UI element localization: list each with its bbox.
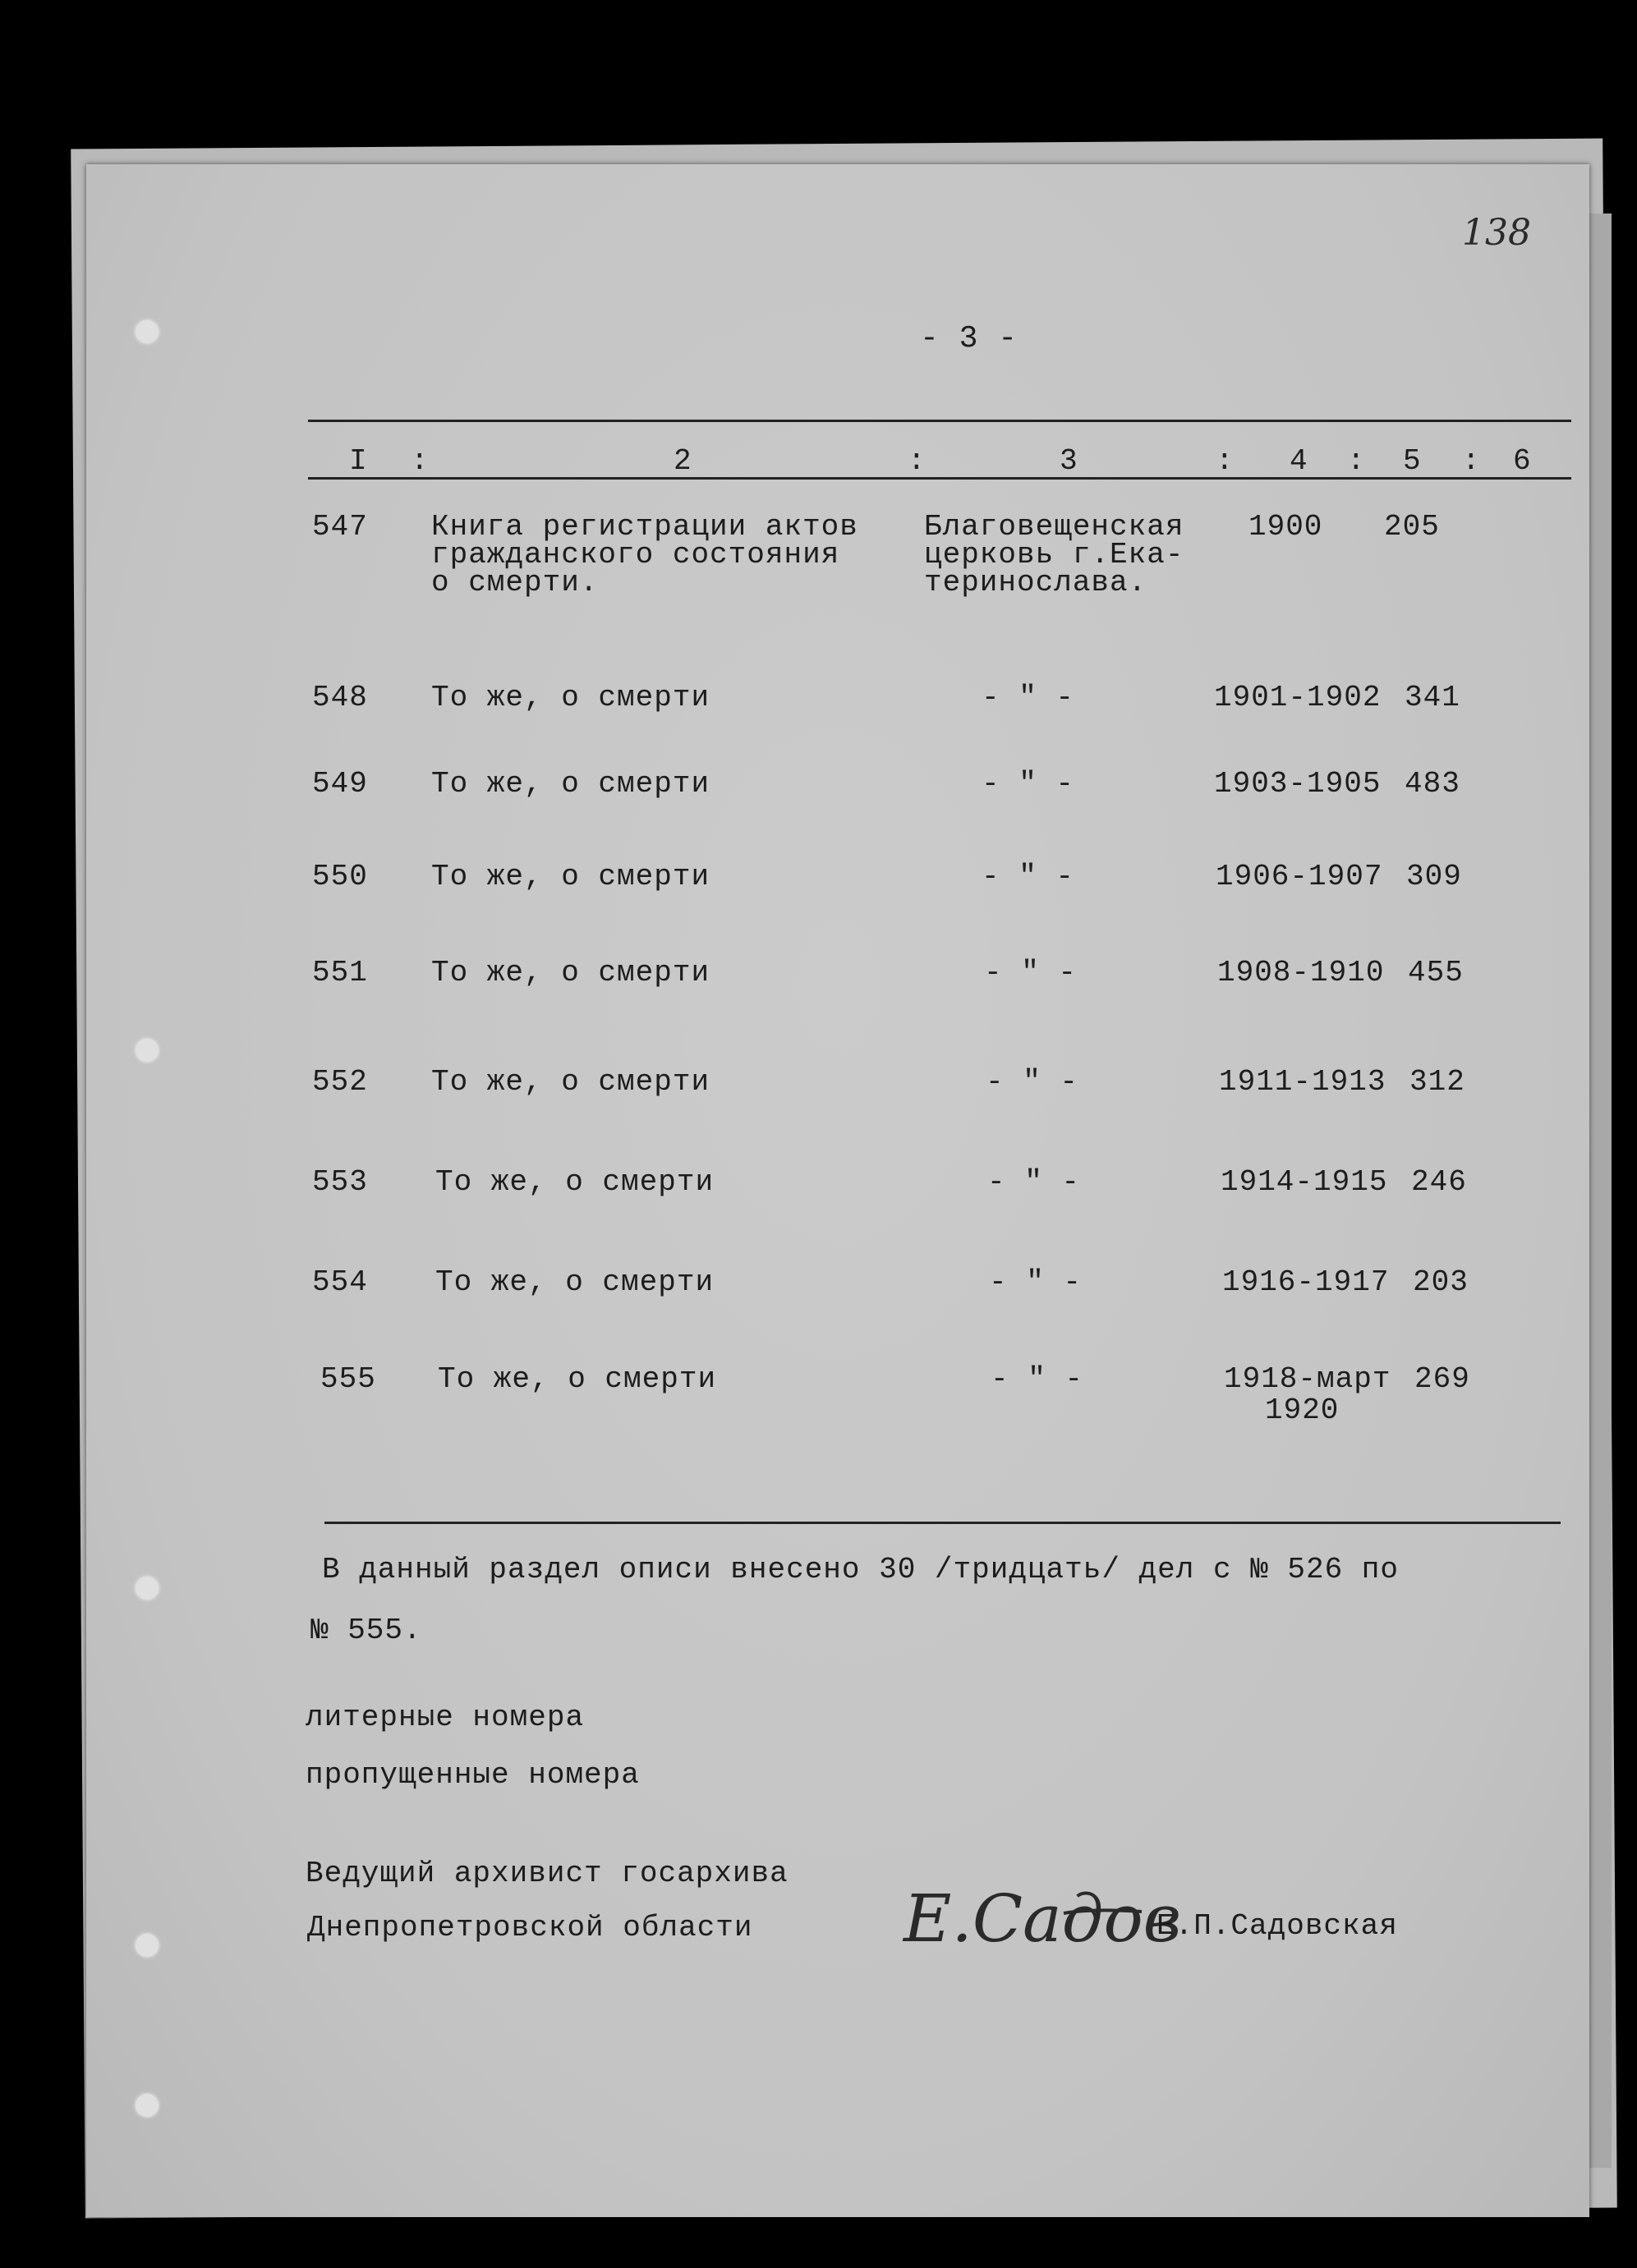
- entry-number: 555: [320, 1362, 376, 1396]
- entry-dates: 1908-1910: [1217, 956, 1385, 989]
- punch-hole: [136, 1039, 159, 1062]
- entry-source: - " -: [984, 956, 1078, 989]
- entry-dates: 1900: [1248, 510, 1323, 544]
- entry-count: 246: [1411, 1165, 1467, 1199]
- entry-dates-line: 1918-март: [1224, 1362, 1391, 1396]
- column-separator: :: [411, 444, 430, 478]
- column-header-4: 4: [1290, 444, 1308, 478]
- entry-title-line: Книга регистрации актов: [431, 510, 858, 544]
- entry-count: 203: [1413, 1265, 1469, 1299]
- entry-title-line: о смерти.: [431, 566, 599, 599]
- punch-hole: [136, 1934, 159, 1957]
- header-rule-bottom: [308, 477, 1571, 480]
- entry-number: 551: [312, 956, 368, 989]
- entry-title: То же, о смерти: [431, 860, 710, 893]
- column-separator: :: [1462, 444, 1481, 478]
- punch-hole: [136, 1577, 159, 1600]
- entry-source-line: теринослава.: [924, 566, 1147, 599]
- summary-line-1: В данный раздел описи внесено 30 /тридцать/ дел с № 526 по: [322, 1553, 1400, 1586]
- entry-source: - " -: [982, 860, 1075, 893]
- entry-dates: 1901-1902: [1214, 681, 1382, 714]
- signatory-name: Е.П.Садовская: [1156, 1909, 1398, 1943]
- punch-hole: [136, 320, 159, 343]
- entry-dates: 1903-1905: [1214, 767, 1382, 801]
- literal-numbers-label: литерные номера: [306, 1701, 585, 1734]
- entry-title: То же, о смерти: [435, 1265, 715, 1299]
- entry-source: - " -: [982, 767, 1075, 801]
- entry-source-line: церковь г.Ека-: [924, 538, 1184, 572]
- table-end-rule: [324, 1522, 1561, 1524]
- entry-number: 549: [312, 767, 368, 801]
- entry-title: То же, о смерти: [431, 767, 710, 801]
- entry-dates-line: 1920: [1265, 1393, 1340, 1427]
- column-header-1: I: [349, 444, 368, 478]
- entry-title: То же, о смерти: [435, 1165, 715, 1199]
- entry-number: 554: [312, 1265, 368, 1299]
- page-number: - 3 -: [920, 321, 1019, 356]
- entry-title: То же, о смерти: [431, 1065, 710, 1099]
- column-separator: :: [908, 444, 927, 478]
- signature: Е.Садов: [904, 1880, 1182, 1957]
- column-header-2: 2: [674, 444, 692, 478]
- entry-title: То же, о смерти: [431, 956, 710, 989]
- entry-dates: 1914-1915: [1221, 1165, 1388, 1199]
- column-header-5: 5: [1403, 444, 1422, 478]
- entry-number: 552: [312, 1065, 368, 1099]
- entry-source: - " -: [989, 1265, 1083, 1299]
- entry-number: 550: [312, 860, 368, 893]
- entry-source-line: Благовещенская: [924, 510, 1184, 544]
- position-line-2: Днепропетровской области: [307, 1911, 753, 1944]
- entry-count: 341: [1405, 681, 1460, 714]
- entry-number: 553: [312, 1165, 368, 1199]
- entry-title: То же, о смерти: [438, 1362, 717, 1396]
- entry-dates: 1916-1917: [1222, 1265, 1390, 1299]
- entry-count: 455: [1408, 956, 1464, 989]
- entry-title-line: гражданского состояния: [431, 538, 840, 572]
- entry-source: - " -: [982, 681, 1075, 714]
- header-rule-top: [308, 420, 1571, 422]
- column-header-3: 3: [1060, 444, 1078, 478]
- folio-number: 138: [1462, 212, 1531, 254]
- entry-number: 547: [312, 510, 368, 544]
- entry-count: 309: [1406, 860, 1462, 893]
- entry-count: 205: [1384, 510, 1440, 544]
- skipped-numbers-label: пропущенные номера: [306, 1758, 640, 1792]
- column-separator: :: [1347, 444, 1366, 478]
- entry-count: 483: [1405, 767, 1460, 801]
- entry-source: - " -: [987, 1165, 1081, 1199]
- column-separator: :: [1216, 444, 1235, 478]
- position-line-1: Ведущий архивист госархива: [306, 1857, 789, 1890]
- entry-dates: 1906-1907: [1216, 860, 1383, 893]
- summary-line-2: № 555.: [310, 1614, 422, 1647]
- entry-title: То же, о смерти: [431, 681, 710, 714]
- column-header-6: 6: [1513, 444, 1532, 478]
- signature-flourish: [1060, 1897, 1150, 1930]
- entry-count: 269: [1414, 1362, 1470, 1396]
- entry-source: - " -: [986, 1065, 1079, 1099]
- entry-source: - " -: [991, 1362, 1084, 1396]
- punch-hole: [136, 2094, 159, 2117]
- entry-dates: 1911-1913: [1219, 1065, 1386, 1099]
- entry-number: 548: [312, 681, 368, 714]
- entry-count: 312: [1409, 1065, 1465, 1099]
